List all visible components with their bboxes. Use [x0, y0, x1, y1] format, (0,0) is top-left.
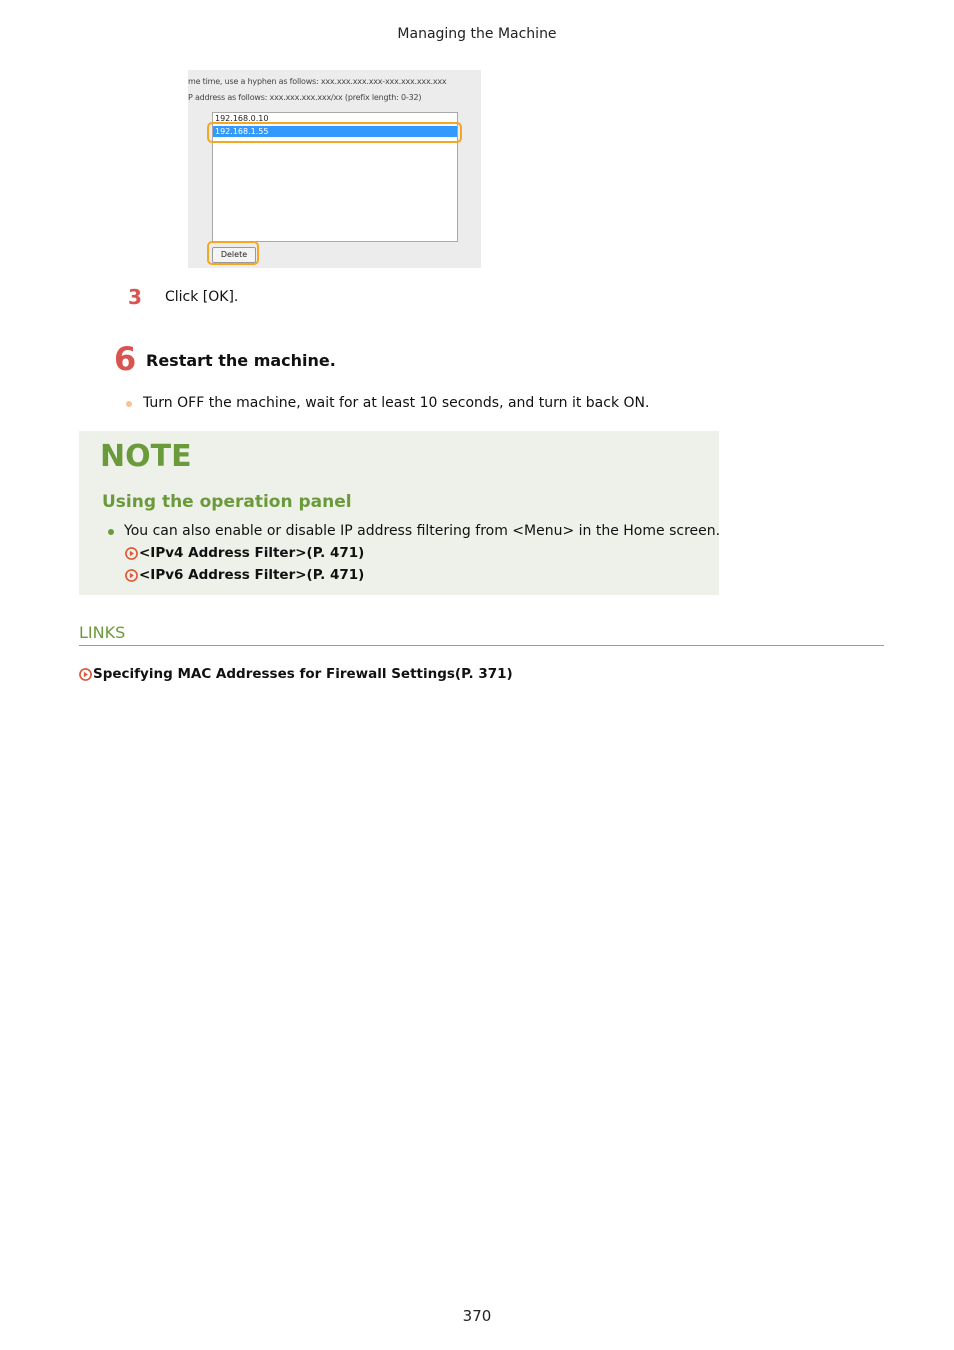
links-divider [79, 645, 884, 646]
mac-address-link-label[interactable]: Specifying MAC Addresses for Firewall Settings(P. 371) [93, 666, 513, 682]
circle-arrow-right-icon [125, 569, 138, 582]
list-item-selected[interactable]: 192.168.1.55 [213, 126, 457, 137]
delete-button[interactable]: Delete [212, 247, 256, 263]
note-bullet-icon [108, 529, 114, 535]
page-header: Managing the Machine [397, 26, 557, 42]
step-title: Restart the machine. [146, 351, 336, 370]
ipv4-filter-link[interactable] [125, 545, 364, 561]
mac-address-link[interactable] [79, 666, 513, 682]
ip-filter-screenshot [188, 70, 481, 268]
note-box [79, 431, 719, 595]
ipv6-filter-link[interactable] [125, 567, 364, 583]
selection-highlight [207, 122, 462, 143]
step-number: 6 [114, 340, 137, 378]
ipv4-filter-link-label[interactable]: <IPv4 Address Filter>(P. 471) [139, 545, 365, 561]
links-heading: LINKS [79, 623, 126, 642]
page-number: 370 [462, 1307, 492, 1325]
note-subtitle: Using the operation panel [102, 492, 352, 512]
delete-button-highlight [207, 241, 259, 265]
list-item[interactable]: 192.168.0.10 [215, 114, 269, 123]
note-title: NOTE [100, 439, 192, 474]
bullet-icon [126, 401, 132, 407]
circle-arrow-right-icon [125, 547, 138, 560]
substep-number: 3 [128, 285, 142, 309]
screenshot-instruction-2: P address as follows: xxx.xxx.xxx.xxx/xx (prefix length: 0-32) [188, 93, 422, 102]
bullet-text: Turn OFF the machine, wait for at least 10 seconds, and turn it back ON. [143, 395, 650, 411]
note-text: You can also enable or disable IP address filtering from <Menu> in the Home screen. [124, 523, 721, 539]
screenshot-instruction-1: me time, use a hyphen as follows: xxx.xxx.xxx.xxx-xxx.xxx.xxx.xxx [188, 77, 447, 86]
substep-text: Click [OK]. [165, 289, 239, 305]
circle-arrow-right-icon [79, 668, 92, 681]
ipv6-filter-link-label[interactable]: <IPv6 Address Filter>(P. 471) [139, 567, 365, 583]
